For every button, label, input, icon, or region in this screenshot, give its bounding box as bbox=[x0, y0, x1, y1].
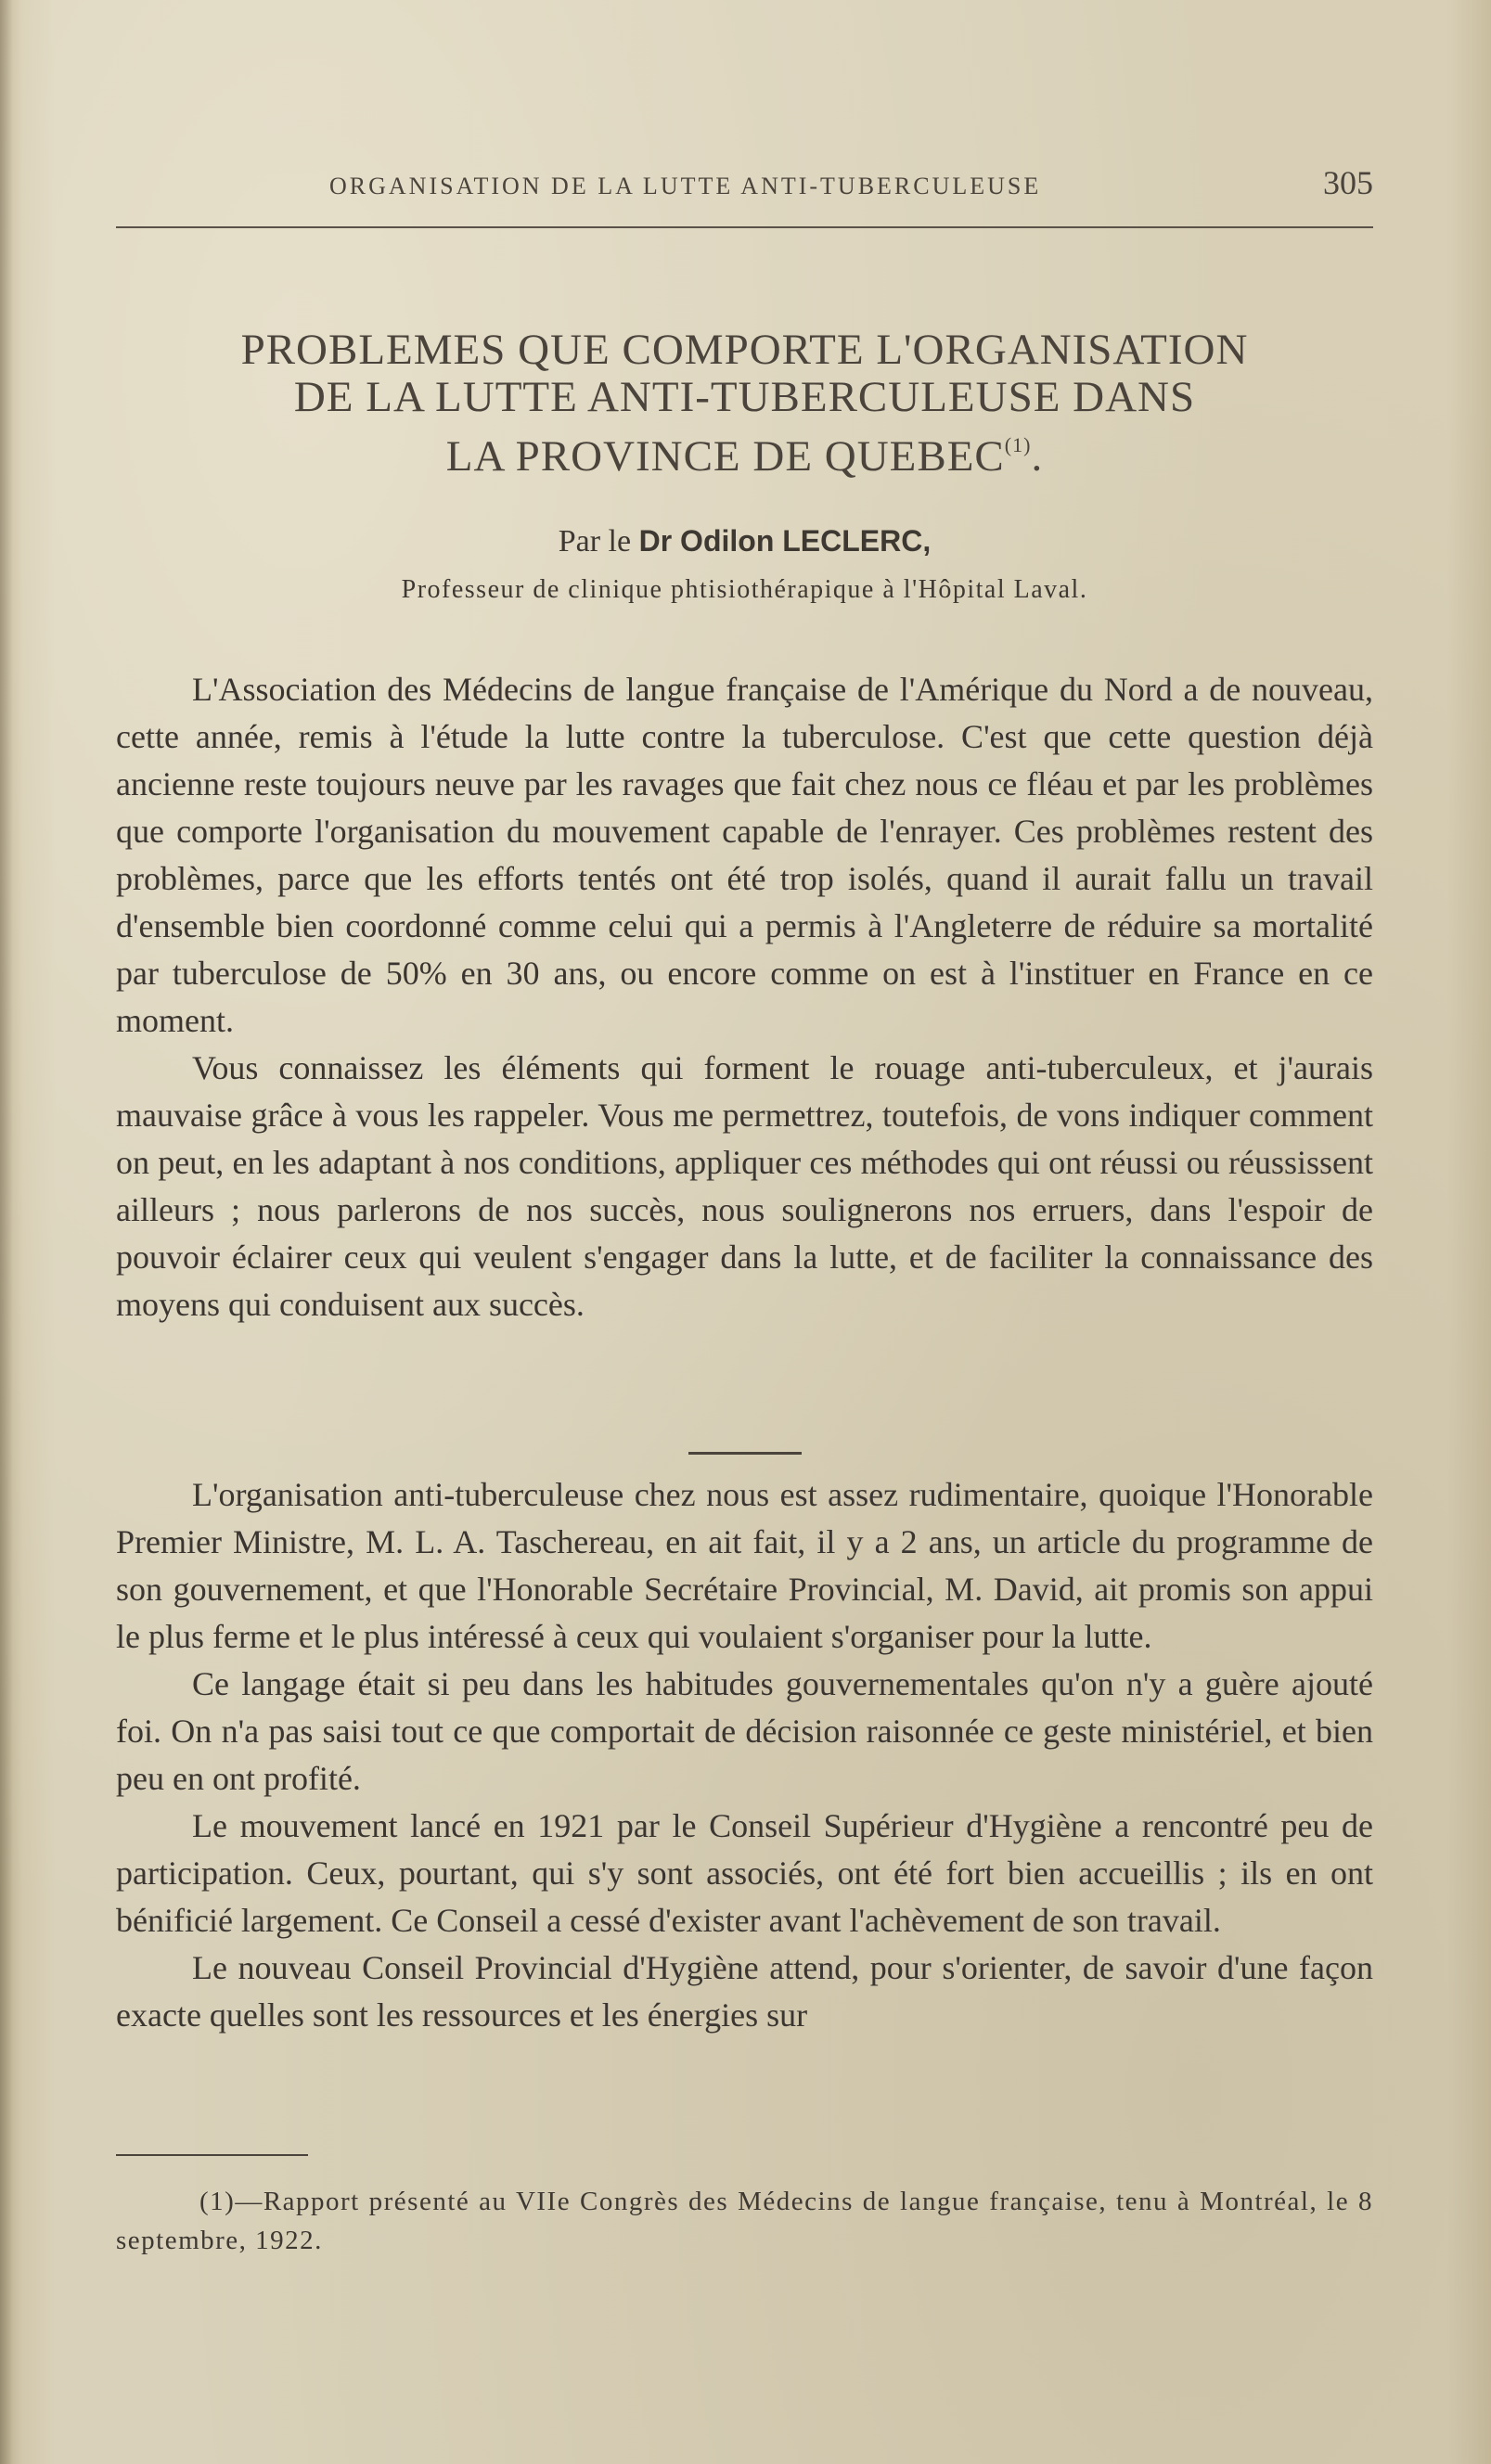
title-line-3-text: LA PROVINCE DE QUEBEC bbox=[445, 432, 1005, 481]
page-spine-shadow bbox=[0, 0, 13, 2464]
title-end-punct: . bbox=[1031, 432, 1044, 481]
running-title: ORGANISATION DE LA LUTTE ANTI-TUBERCULEUSE bbox=[329, 173, 1042, 199]
body-paragraph: Le nouveau Conseil Provincial d'Hygiène attend, pour s'orienter, de savoir d'une façon exacte quelles sont les ressources et les énergies sur bbox=[116, 1949, 1373, 2034]
footnote-rule bbox=[116, 2154, 308, 2156]
byline-prefix: Par le bbox=[558, 524, 639, 558]
header-rule bbox=[116, 226, 1373, 228]
title-line-1: PROBLEMES QUE COMPORTE L'ORGANISATION bbox=[240, 326, 1249, 374]
title-line-3 bbox=[116, 421, 1373, 481]
body-paragraph: Ce langage était si peu dans les habitudes gouvernementales qu'on n'y a guère ajouté foi. On n'a pas saisi tout ce que comportait de décision raisonnée ce geste ministériel, et bien peu en ont profité. bbox=[116, 1665, 1373, 1797]
title-footnote-marker: (1) bbox=[1004, 433, 1032, 456]
body-paragraph: Le mouvement lancé en 1921 par le Conseil Supérieur d'Hygiène a rencontré peu de participation. Ceux, pourtant, qui s'y sont associés, ont été fort bien accueillis ; ils en ont bénificié largement. Ce Conseil a cessé d'exister avant l'achèvement de son travail. bbox=[116, 1807, 1373, 1939]
body-paragraph: L'organisation anti-tuberculeuse chez nous est assez rudimentaire, quoique l'Honorable Premier Ministre, M. L. A. Taschereau, en ait fait, il y a 2 ans, un article du programme de son gouvernement, et que l'Honorable Secrétaire Provincial, M. David, ait promis son appui le plus ferme et le plus intéressé à ceux qui voulaient s'organiser pour la lutte. bbox=[116, 1476, 1373, 1655]
author-name: Dr Odilon LECLERC, bbox=[638, 524, 932, 558]
body-paragraph: Vous connaissez les éléments qui forment le rouage anti-tuberculeux, et j'aurais mauvaise grâce à vous les rappeler. Vous me permettrez, toutefois, de vons indiquer comment on peut, en les adaptant à nos conditions, appliquer ces méthodes qui ont réussi ou réussissent ailleurs ; nous parlerons de nos succès, nous soulignerons nos erruers, dans l'espoir de pouvoir éclairer ceux qui veulent s'engager dans la lutte, et de faciliter la connaissance des moyens qui conduisent aux succès. bbox=[116, 1049, 1373, 1323]
body-section-1 bbox=[116, 666, 1373, 1328]
article-title bbox=[116, 327, 1373, 481]
byline bbox=[116, 524, 1373, 559]
body-section-2 bbox=[116, 1471, 1373, 2039]
footnote: (1)—Rapport présenté au VIIe Congrès des Médecins de langue française, tenu à Montréal, le 8 septembre, 1922. bbox=[116, 2187, 1373, 2255]
section-divider bbox=[688, 1452, 802, 1455]
running-head bbox=[116, 163, 1373, 210]
author-affiliation: Professeur de clinique phtisiothérapique à l'Hôpital Laval. bbox=[401, 575, 1088, 604]
body-paragraph: L'Association des Médecins de langue française de l'Amérique du Nord a de nouveau, cette année, remis à l'étude la lutte contre la tuberculose. C'est que cette question déjà ancienne reste toujours neuve par les ravages que fait chez nous ce fléau et par les problèmes que comporte l'organisation du mouvement capable de l'enrayer. Ces problèmes restent des problèmes, parce que les efforts tentés ont été trop isolés, quand il aurait fallu un travail d'ensemble bien coordonné comme celui qui a permis à l'Angleterre de réduire sa mortalité par tuberculose de 50% en 30 ans, ou encore comme on est à l'instituer en France en ce moment. bbox=[116, 671, 1373, 1039]
title-line-2: DE LA LUTTE ANTI-TUBERCULEUSE DANS bbox=[293, 373, 1196, 421]
page-number: 305 bbox=[1323, 164, 1373, 201]
